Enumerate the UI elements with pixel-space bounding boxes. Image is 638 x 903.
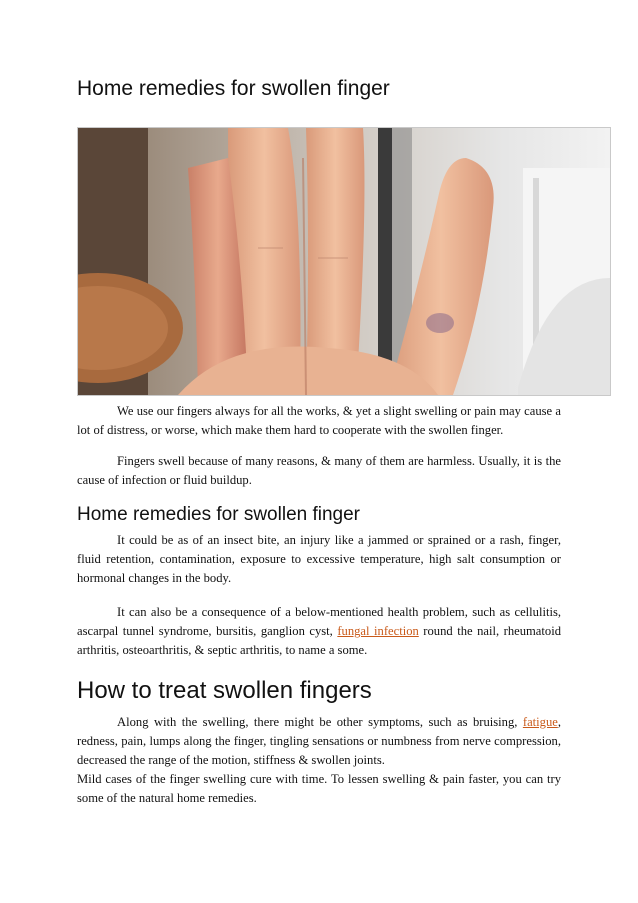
intro-paragraph-1: We use our fingers always for all the works, & yet a slight swelling or pain may cause a lot of distress, or worse, which make them hard to cooperate with the swollen finger. (77, 404, 561, 437)
page-title: Home remedies for swollen finger (77, 77, 390, 100)
fungal-infection-link[interactable]: fungal infection (337, 624, 419, 638)
section-heading-treat: How to treat swollen fingers (77, 677, 372, 704)
section-heading-remedies: Home remedies for swollen finger (77, 504, 361, 525)
section2-paragraph-2: Mild cases of the finger swelling cure with time. To lessen swelling & pain faster, you can try some of the natural home remedies. (77, 772, 561, 805)
intro-paragraph-2: Fingers swell because of many reasons, & many of them are harmless. Usually, it is the cause of infection or fluid buildup. (77, 454, 561, 487)
swollen-finger-photo (77, 127, 611, 396)
hand-illustration (78, 128, 610, 395)
section1-paragraph-2: It can also be a consequence of a below-mentioned health problem, such as cellulitis, ascarpal tunnel syndrome, bursitis, ganglion cyst, fungal infection round the nail, rheumatoid arthritis, osteoarthritis, & septic arthritis, to name a some. (77, 605, 561, 657)
section1-paragraph-1: It could be as of an insect bite, an injury like a jammed or sprained or a rash, finger, fluid retention, contamination, exposure to excessive temperature, high salt consumption or hormonal changes in the body. (77, 533, 561, 585)
section2-paragraph-1: Along with the swelling, there might be other symptoms, such as bruising, fatigue, redness, pain, lumps along the finger, tingling sensations or numbness from nerve compression, decreased the range of the motion, stiffness & swollen joints. (77, 715, 561, 767)
fatigue-link[interactable]: fatigue (522, 715, 558, 729)
